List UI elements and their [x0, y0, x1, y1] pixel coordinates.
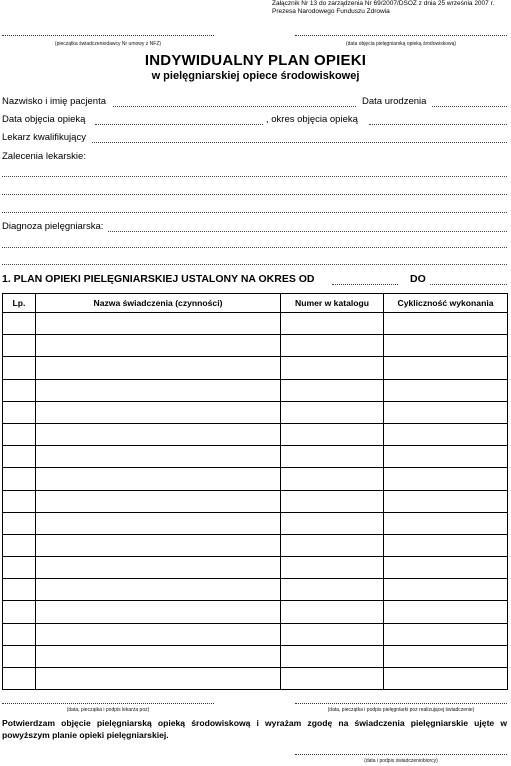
cell-catalog-number[interactable]	[281, 534, 384, 556]
cell-lp[interactable]	[3, 313, 36, 335]
table-row	[3, 446, 508, 468]
cell-lp[interactable]	[3, 579, 36, 601]
cell-service-name[interactable]	[36, 534, 281, 556]
recommendations-label: Zalecenia lekarskie:	[2, 151, 86, 162]
cell-lp[interactable]	[3, 534, 36, 556]
header-line-1: Załącznik Nr 13 do zarządzenia Nr 69/2007/DSOZ z dnia 25 września 2007 r.	[272, 0, 495, 7]
plan-to-field[interactable]	[430, 284, 507, 285]
table-row	[3, 512, 508, 534]
patient-name-field[interactable]	[113, 106, 356, 107]
attachment-header	[272, 0, 494, 16]
cell-service-name[interactable]	[36, 379, 281, 401]
table-row	[3, 645, 508, 667]
cell-lp[interactable]	[3, 379, 36, 401]
diagnosis-label: Diagnoza pielęgniarska:	[2, 221, 104, 232]
cell-lp[interactable]	[3, 623, 36, 645]
patient-name-label: Nazwisko i imię pacjenta	[2, 96, 107, 107]
plan-to-label: DO	[410, 273, 426, 285]
consent-statement: Potwierdzam objęcie pielęgniarską opieką środowiskową i wyrażam zgodę na świadczenia pielęgniarskie ujęte w powyższym planie opieki pielęgniarskiej.	[2, 718, 507, 740]
cell-service-name[interactable]	[36, 579, 281, 601]
header-lp: Lp.	[3, 294, 36, 313]
cell-service-name[interactable]	[36, 557, 281, 579]
header-service-name: Nazwa świadczenia (czynności)	[36, 294, 281, 313]
header-line-2: Prezesa Narodowego Funduszu Zdrowia	[272, 8, 390, 15]
form-title: INDYWIDUALNY PLAN OPIEKI	[144, 52, 367, 69]
cell-lp[interactable]	[3, 423, 36, 445]
cell-catalog-number[interactable]	[281, 623, 384, 645]
table-header-row	[3, 294, 508, 313]
cell-frequency[interactable]	[384, 379, 508, 401]
diagnosis-line-2[interactable]	[2, 247, 507, 248]
cell-lp[interactable]	[3, 512, 36, 534]
diagnosis-line-3[interactable]	[2, 264, 507, 265]
table-row	[3, 557, 508, 579]
recipient-sign-caption: (data i podpis świadczeniobiorcy)	[364, 758, 438, 764]
care-plan-table	[2, 293, 508, 690]
header-catalog-number: Numer w katalogu	[281, 294, 384, 313]
cell-frequency[interactable]	[384, 468, 508, 490]
recommendations-line-1[interactable]	[2, 176, 507, 177]
cell-frequency[interactable]	[384, 335, 508, 357]
table-row	[3, 579, 508, 601]
care-period-label: , okres objęcia opieką	[266, 114, 358, 125]
cell-catalog-number[interactable]	[281, 423, 384, 445]
cell-frequency[interactable]	[384, 490, 508, 512]
cell-service-name[interactable]	[36, 401, 281, 423]
doctor-label: Lekarz kwalifikujący	[2, 132, 86, 143]
cell-frequency[interactable]	[384, 401, 508, 423]
recommendations-line-3[interactable]	[2, 212, 507, 213]
doctor-sign-line[interactable]	[2, 703, 214, 704]
cell-frequency[interactable]	[384, 313, 508, 335]
plan-section-title: 1. PLAN OPIEKI PIELĘGNIARSKIEJ USTALONY NA OKRES OD	[2, 273, 315, 285]
table-row	[3, 468, 508, 490]
cell-service-name[interactable]	[36, 512, 281, 534]
birth-date-field[interactable]	[432, 106, 507, 107]
cell-service-name[interactable]	[36, 468, 281, 490]
cell-service-name[interactable]	[36, 645, 281, 667]
cell-lp[interactable]	[3, 468, 36, 490]
table-row	[3, 423, 508, 445]
care-start-field[interactable]	[95, 124, 263, 125]
cell-lp[interactable]	[3, 645, 36, 667]
cell-service-name[interactable]	[36, 446, 281, 468]
care-date-line[interactable]	[295, 35, 507, 36]
cell-catalog-number[interactable]	[281, 379, 384, 401]
table-row	[3, 490, 508, 512]
cell-catalog-number[interactable]	[281, 579, 384, 601]
cell-service-name[interactable]	[36, 601, 281, 623]
cell-frequency[interactable]	[384, 512, 508, 534]
stamp-caption: (pieczątka świadczeniodawcy Nr umowy z NFZ)	[54, 41, 162, 47]
cell-lp[interactable]	[3, 357, 36, 379]
cell-lp[interactable]	[3, 668, 36, 690]
recommendations-line-2[interactable]	[2, 194, 507, 195]
cell-lp[interactable]	[3, 401, 36, 423]
cell-catalog-number[interactable]	[281, 490, 384, 512]
cell-service-name[interactable]	[36, 623, 281, 645]
cell-catalog-number[interactable]	[281, 668, 384, 690]
cell-catalog-number[interactable]	[281, 557, 384, 579]
table-row	[3, 357, 508, 379]
cell-service-name[interactable]	[36, 490, 281, 512]
cell-lp[interactable]	[3, 557, 36, 579]
care-period-field[interactable]	[369, 124, 507, 125]
table-row	[3, 335, 508, 357]
stamp-line[interactable]	[2, 35, 214, 36]
cell-lp[interactable]	[3, 335, 36, 357]
doctor-sign-caption: (data, pieczątka i podpis lekarza poz)	[66, 707, 150, 713]
cell-catalog-number[interactable]	[281, 357, 384, 379]
nurse-sign-line[interactable]	[295, 703, 507, 704]
cell-catalog-number[interactable]	[281, 645, 384, 667]
cell-catalog-number[interactable]	[281, 313, 384, 335]
cell-lp[interactable]	[3, 490, 36, 512]
cell-frequency[interactable]	[384, 357, 508, 379]
cell-catalog-number[interactable]	[281, 601, 384, 623]
cell-service-name[interactable]	[36, 668, 281, 690]
form-subtitle: w pielęgniarskiej opiece środowiskowej	[151, 70, 360, 82]
cell-lp[interactable]	[3, 601, 36, 623]
cell-catalog-number[interactable]	[281, 401, 384, 423]
cell-service-name[interactable]	[36, 313, 281, 335]
cell-frequency[interactable]	[384, 579, 508, 601]
cell-frequency[interactable]	[384, 645, 508, 667]
cell-service-name[interactable]	[36, 335, 281, 357]
doctor-field[interactable]	[92, 142, 507, 143]
header-frequency: Cykliczność wykonania	[384, 294, 508, 313]
diagnosis-field[interactable]	[108, 231, 507, 232]
care-date-caption: (data objęcia pielęgniarską opieką środowiskową)	[345, 41, 457, 47]
table-row	[3, 668, 508, 690]
cell-catalog-number[interactable]	[281, 512, 384, 534]
care-start-label: Data objęcia opieką	[2, 114, 86, 125]
table-row	[3, 623, 508, 645]
nurse-sign-caption: (data, pieczątka i podpis pielęgniarki poz realizującej świadczenie)	[327, 707, 475, 713]
cell-frequency[interactable]	[384, 534, 508, 556]
cell-catalog-number[interactable]	[281, 468, 384, 490]
table-row	[3, 401, 508, 423]
cell-frequency[interactable]	[384, 623, 508, 645]
cell-lp[interactable]	[3, 446, 36, 468]
cell-service-name[interactable]	[36, 423, 281, 445]
cell-frequency[interactable]	[384, 668, 508, 690]
table-row	[3, 379, 508, 401]
table-row	[3, 313, 508, 335]
cell-frequency[interactable]	[384, 601, 508, 623]
recipient-sign-line[interactable]	[295, 754, 507, 755]
cell-frequency[interactable]	[384, 557, 508, 579]
cell-frequency[interactable]	[384, 446, 508, 468]
table-row	[3, 601, 508, 623]
cell-catalog-number[interactable]	[281, 446, 384, 468]
plan-from-field[interactable]	[332, 284, 398, 285]
table-row	[3, 534, 508, 556]
cell-service-name[interactable]	[36, 357, 281, 379]
cell-catalog-number[interactable]	[281, 335, 384, 357]
birth-date-label: Data urodzenia	[362, 96, 427, 107]
cell-frequency[interactable]	[384, 423, 508, 445]
